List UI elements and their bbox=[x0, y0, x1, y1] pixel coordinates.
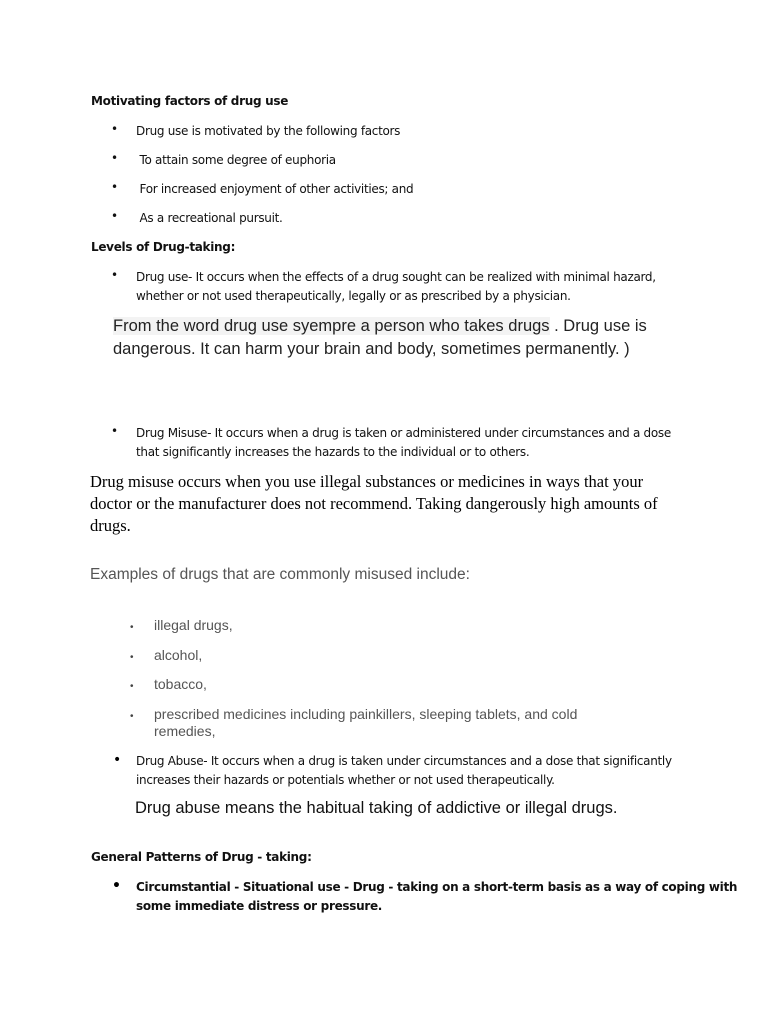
list-item bbox=[130, 706, 634, 740]
example-text: alcohol, bbox=[154, 647, 203, 663]
example-text: tobacco, bbox=[154, 676, 207, 692]
drug-abuse-callout: Drug abuse means the habitual taking of addictive or illegal drugs. bbox=[135, 799, 618, 817]
list-item-drug-misuse bbox=[111, 424, 671, 462]
list-item bbox=[130, 617, 634, 636]
drug-misuse-line-1: Drug Misuse- It occurs when a drug is taken or administered under circumstances and a dose bbox=[136, 426, 671, 440]
drug-use-callout bbox=[113, 315, 673, 361]
list-item bbox=[111, 180, 413, 199]
drug-abuse-line-1: Drug Abuse- It occurs when a drug is taken under circumstances and a dose that significantly bbox=[136, 754, 672, 768]
heading-motivating-factors: Motivating factors of drug use bbox=[91, 94, 289, 108]
bullet-icon: • bbox=[111, 122, 118, 136]
circumstantial-line-1: Circumstantial - Situational use - Drug - taking on a short-term basis as a way of coping with bbox=[136, 880, 738, 894]
circumstantial-line-2: some immediate distress or pressure. bbox=[136, 899, 383, 913]
drug-use-line-2: whether or not used therapeutically, legally or as prescribed by a physician. bbox=[136, 289, 571, 303]
bullet-icon: • bbox=[111, 424, 118, 438]
bullet-icon: • bbox=[130, 652, 134, 663]
bullet-icon: • bbox=[111, 209, 118, 223]
list-item bbox=[111, 122, 400, 141]
example-text: prescribed medicines including painkillers, sleeping tablets, and cold remedies, bbox=[154, 706, 578, 739]
list-item-text: Drug use is motivated by the following factors bbox=[136, 124, 401, 138]
list-item-text: As a recreational pursuit. bbox=[136, 211, 283, 225]
heading-general-patterns: General Patterns of Drug - taking: bbox=[91, 850, 312, 864]
bullet-icon: • bbox=[112, 878, 121, 894]
list-item bbox=[130, 647, 634, 666]
list-item-circumstantial bbox=[112, 878, 737, 916]
list-item bbox=[111, 151, 336, 170]
list-item-drug-use bbox=[111, 268, 656, 306]
callout-rest: . Drug use is dangerous. It can harm your brain and body, sometimes permanently. ) bbox=[113, 317, 647, 358]
misuse-paragraph: Drug misuse occurs when you use illegal substances or medicines in ways that your doctor or the manufacturer does not recommend. Taking dangerously high amounts of drugs. bbox=[90, 472, 658, 535]
bullet-icon: • bbox=[111, 151, 118, 165]
example-text: illegal drugs, bbox=[154, 617, 233, 633]
bullet-icon: • bbox=[111, 180, 118, 194]
bullet-icon: • bbox=[130, 681, 134, 692]
drug-use-line-1: Drug use- It occurs when the effects of a drug sought can be realized with minimal hazard, bbox=[136, 270, 656, 284]
drug-abuse-line-2: increases their hazards or potentials whether or not used therapeutically. bbox=[136, 773, 555, 787]
bullet-icon: • bbox=[113, 752, 121, 768]
bullet-icon: • bbox=[111, 268, 118, 282]
list-item bbox=[111, 209, 283, 228]
bullet-icon: • bbox=[130, 622, 134, 633]
heading-levels-of-drug-taking: Levels of Drug-taking: bbox=[91, 240, 236, 254]
list-item-text: For increased enjoyment of other activities; and bbox=[136, 182, 414, 196]
bullet-icon: • bbox=[130, 711, 134, 722]
list-item-text: To attain some degree of euphoria bbox=[136, 153, 336, 167]
list-item-drug-abuse bbox=[113, 752, 672, 790]
list-item bbox=[130, 676, 634, 695]
drug-misuse-line-2: that significantly increases the hazards to the individual or to others. bbox=[136, 445, 530, 459]
examples-title: Examples of drugs that are commonly misused include: bbox=[90, 566, 470, 583]
callout-highlight: From the word drug use syempre a person who takes drugs bbox=[113, 317, 550, 335]
